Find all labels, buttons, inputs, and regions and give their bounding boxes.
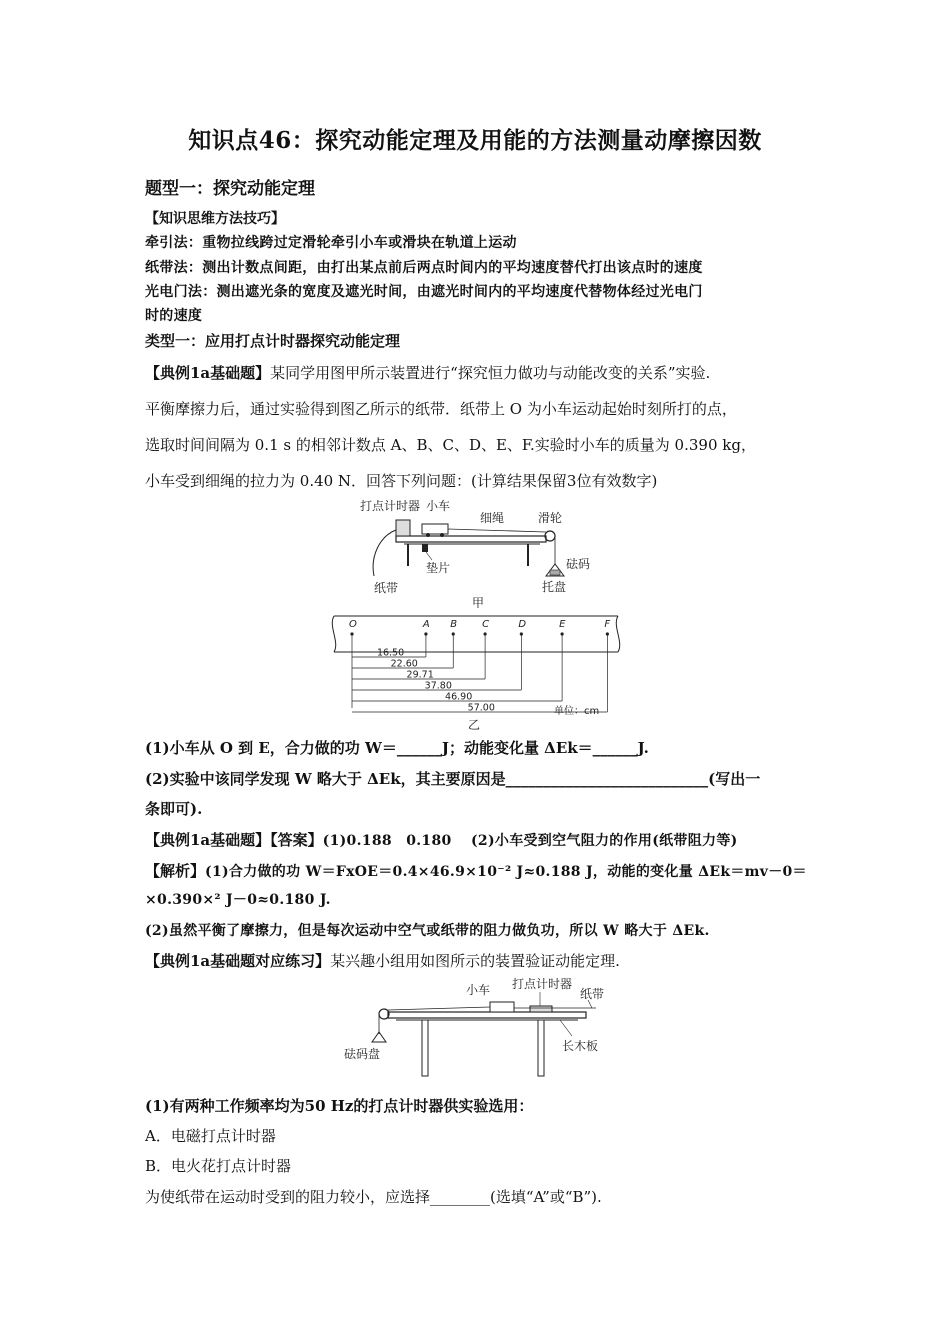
dimension-value: 57.00 [467,702,495,714]
pad-icon [422,544,428,552]
tape-right-cut [616,616,619,652]
tips-header: 【知识思维方法技巧】 [145,211,285,227]
example2-line [145,950,620,971]
answer-line [145,829,738,850]
tape-left-cut [332,616,335,652]
example1-text: 某同学用图甲所示装置进行“探究恒力做功与动能改变的关系”实验. [270,364,711,382]
example1-line2: 平衡摩擦力后，通过实验得到图乙所示的纸带．纸带上 O 为小车运动起始时刻所打的点， [145,400,737,418]
weight-icon [550,570,560,575]
long-board [388,1012,586,1018]
point-label: E [559,619,566,630]
tape-marks [349,619,610,714]
label-tray-2: 砝码盘 [344,1047,381,1061]
option-a: A．电磁打点计时器 [145,1127,276,1145]
label-board: 长木板 [562,1039,599,1053]
example2-tag: 【典例1a基础题对应练习】 [145,952,331,970]
label-pulley: 滑轮 [538,511,563,525]
answer-tag: 【典例1a基础题】【答案】 [145,831,323,849]
label-rope: 细绳 [480,511,505,525]
label-weight: 砝码 [566,557,591,571]
dimension-value: 16.50 [376,647,405,659]
label-tray: 托盘 [542,580,567,594]
caption-jia: 甲 [472,596,485,608]
tip-traction: 牵引法：重物拉线跨过定滑轮牵引小车或滑块在轨道上运动 [145,235,517,251]
rope-line [448,529,546,532]
timer-icon [530,1006,552,1012]
figure-table-apparatus [340,974,620,1082]
rope-line [388,1007,490,1010]
tip-photogate-cont: 时的速度 [145,308,203,324]
figure-apparatus [360,496,600,608]
label-pad: 垫片 [426,561,451,575]
point-label: O [349,619,357,630]
example1-tag: 【典例1a基础题】 [145,364,271,382]
tip-tape: 纸带法：测出计数点间距，由打出某点前后两点时间内的平均速度替代打出该点时的速度 [145,260,703,276]
point-label: B [450,619,458,630]
type-heading: 类型一：应用打点计时器探究动能定理 [145,332,401,350]
unit-label: 单位：cm [554,706,600,717]
timer-icon [396,520,410,536]
point-label: A [422,619,430,630]
part1-prompt: 为使纸带在运动时受到的阻力较小，应选择________(选填“A”或“B”). [145,1188,602,1206]
label-tape-2: 纸带 [580,987,605,1001]
example2-text: 某兴趣小组用如图所示的装置验证动能定理. [330,952,620,970]
tip-photogate: 光电门法：测出遮光条的宽度及遮光时间，由遮光时间内的平均速度代替物体经过光电门 [145,284,703,300]
dimension-value: 22.60 [390,658,418,670]
caption-yi: 乙 [468,718,481,732]
point-label: D [518,619,527,630]
table-leg-left [422,1020,428,1076]
dimension-value: 37.80 [424,680,452,692]
page-title: 知识点46：探究动能定理及用能的方法测量动摩擦因数 [188,127,762,154]
car-icon [422,524,448,534]
figure-tape [326,612,630,732]
dimension-value: 29.71 [406,669,434,681]
point-label: C [482,619,490,630]
point-label: F [604,619,611,630]
board-pointer [560,1020,572,1036]
dimension-value: 46.90 [445,691,473,703]
question-2-cont: 条即可). [145,800,203,818]
label-timer: 打点计时器 [360,499,421,513]
example1-line4: 小车受到细绳的拉力为 0.40 N．回答下列问题：(计算结果保留3位有效数字) [145,472,658,490]
example1-line1 [145,362,710,383]
example1-line3: 选取时间间隔为 0.1 s 的相邻计数点 A、B、C、D、E、F.实验时小车的质量为 0.390 kg， [145,436,756,454]
option-b: B．电火花打点计时器 [145,1157,292,1175]
track-board [396,536,546,542]
label-car-2: 小车 [466,983,491,997]
label-car: 小车 [426,499,451,513]
analysis-text1: (1)合力做的功 W＝FxOE＝0.4×46.9×10⁻² J≈0.188 J，动能的变化量 ΔEk＝mv－0＝ [205,864,807,880]
car-icon [490,1002,514,1012]
question-2: (2)实验中该同学发现 W 略大于 ΔEk，其主要原因是___________________________(写出一 [145,770,761,788]
table-leg-right [538,1020,544,1076]
label-timer-2: 打点计时器 [512,977,573,991]
label-tape: 纸带 [374,581,399,595]
answer-text: (1)0.188 0.180 (2)小车受到空气阻力的作用(纸带阻力等) [322,833,738,849]
wheel-icon [426,533,430,537]
analysis-text2: ×0.390×² J－0≈0.180 J. [145,892,331,908]
pad-pointer [426,552,432,560]
tape-pointer [588,1000,592,1008]
analysis-tag: 【解析】 [145,862,206,880]
section-heading: 题型一：探究动能定理 [145,179,315,199]
wheel-icon [440,533,444,537]
analysis-line1 [145,860,807,881]
analysis-text3: (2)虽然平衡了摩擦力，但是每次运动中空气或纸带的阻力做负功，所以 W 略大于 ΔEk. [145,923,710,939]
question-1: (1)小车从 O 到 E，合力做的功 W＝______J；动能变化量 ΔEk＝______J. [145,739,649,757]
tape-curve [373,530,396,576]
part1-question: (1)有两种工作频率均为50 Hz的打点计时器供实验选用： [145,1097,534,1115]
